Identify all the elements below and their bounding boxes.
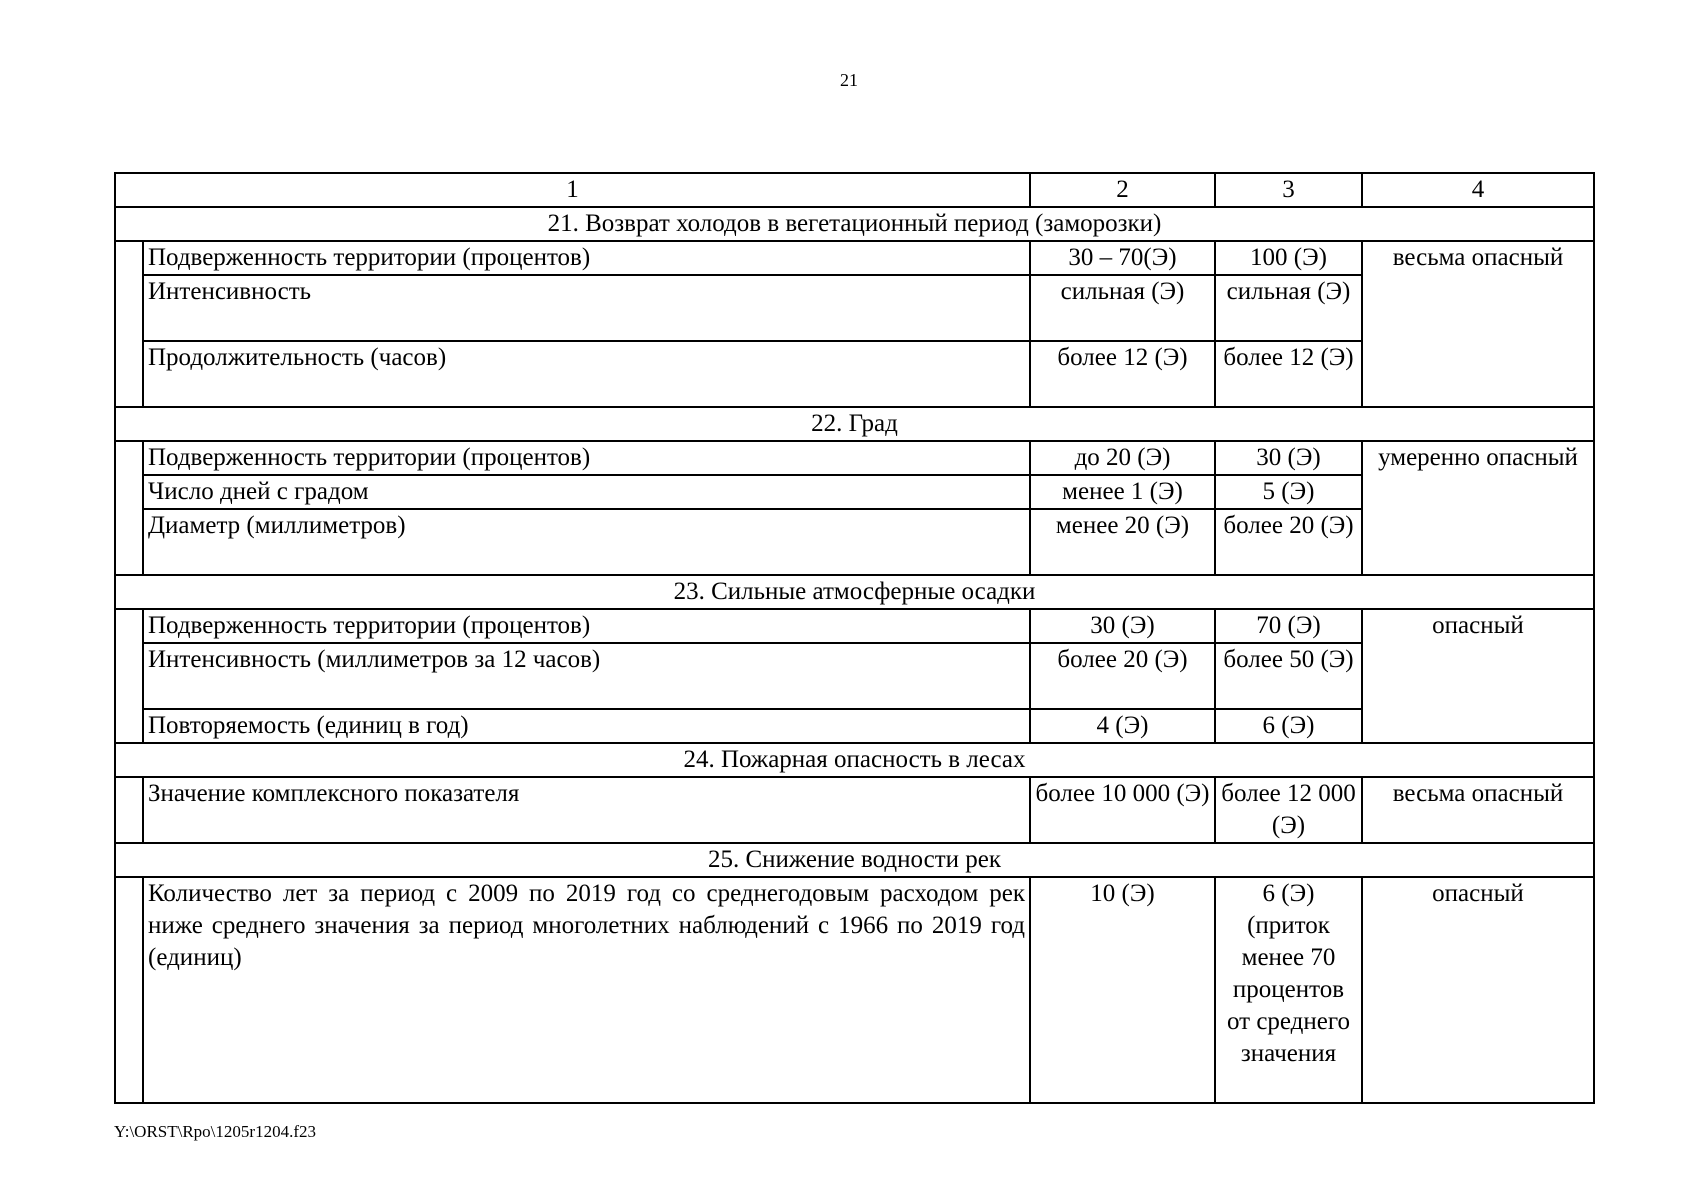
value-col3: 70 (Э): [1215, 609, 1362, 643]
header-cell-2: 2: [1030, 173, 1215, 207]
value-col3: более 20 (Э): [1215, 509, 1362, 575]
row-label: Диаметр (миллиметров): [143, 509, 1030, 575]
value-col2: 30 (Э): [1030, 609, 1215, 643]
value-col2: менее 1 (Э): [1030, 475, 1215, 509]
value-col2: 4 (Э): [1030, 709, 1215, 743]
header-cell-4: 4: [1362, 173, 1594, 207]
row-label: Значение комплексного показателя: [143, 777, 1030, 843]
row-label: Повторяемость (единиц в год): [143, 709, 1030, 743]
value-col2: более 10 000 (Э): [1030, 777, 1215, 843]
hazard-category: опасный: [1362, 609, 1594, 743]
hazard-category: умеренно опасный: [1362, 441, 1594, 575]
hazard-table: [114, 172, 1595, 1104]
row-label: Подверженность территории (процентов): [143, 441, 1030, 475]
section-title-row: [115, 575, 1594, 609]
row-label: Интенсивность (миллиметров за 12 часов): [143, 643, 1030, 709]
value-col3: более 12 (Э): [1215, 341, 1362, 407]
row-label: Число дней с градом: [143, 475, 1030, 509]
section-title-row: [115, 207, 1594, 241]
row-label: Подверженность территории (процентов): [143, 609, 1030, 643]
value-col2: до 20 (Э): [1030, 441, 1215, 475]
header-cell-1: 1: [115, 173, 1030, 207]
value-col3: 6 (Э) (приток менее 70 процентов от среднего значения: [1215, 877, 1362, 1103]
value-col3: более 12 000 (Э): [1215, 777, 1362, 843]
row-gutter: [115, 777, 143, 843]
value-col3: 5 (Э): [1215, 475, 1362, 509]
value-col3: 100 (Э): [1215, 241, 1362, 275]
section-title: 23. Сильные атмосферные осадки: [115, 575, 1594, 609]
value-col2: сильная (Э): [1030, 275, 1215, 341]
value-col3: 6 (Э): [1215, 709, 1362, 743]
row-gutter: [115, 609, 143, 743]
row-gutter: [115, 241, 143, 407]
table-row: [115, 241, 1594, 275]
value-col3: сильная (Э): [1215, 275, 1362, 341]
header-row: [115, 173, 1594, 207]
row-label: Продолжительность (часов): [143, 341, 1030, 407]
hazard-category: весьма опасный: [1362, 241, 1594, 407]
hazard-category: опасный: [1362, 877, 1594, 1103]
value-col3: более 50 (Э): [1215, 643, 1362, 709]
section-title-row: [115, 743, 1594, 777]
row-gutter: [115, 441, 143, 575]
table-row: [115, 877, 1594, 1103]
row-label: Интенсивность: [143, 275, 1030, 341]
section-title-row: [115, 407, 1594, 441]
value-col2: 30 – 70(Э): [1030, 241, 1215, 275]
section-title-row: [115, 843, 1594, 877]
table-row: [115, 609, 1594, 643]
row-label: Количество лет за период с 2009 по 2019 год со среднегодовым расходом рек ниже среднего значения за период многолетних наблюдений с 1966 по 2019 год (единиц): [143, 877, 1030, 1103]
value-col2: менее 20 (Э): [1030, 509, 1215, 575]
value-col3: 30 (Э): [1215, 441, 1362, 475]
section-title: 21. Возврат холодов в вегетационный период (заморозки): [115, 207, 1594, 241]
header-cell-3: 3: [1215, 173, 1362, 207]
row-gutter: [115, 877, 143, 1103]
hazard-category: весьма опасный: [1362, 777, 1594, 843]
section-title: 25. Снижение водности рек: [115, 843, 1594, 877]
value-col2: более 20 (Э): [1030, 643, 1215, 709]
value-col2: более 12 (Э): [1030, 341, 1215, 407]
table-row: [115, 777, 1594, 843]
section-title: 22. Град: [115, 407, 1594, 441]
table-row: [115, 441, 1594, 475]
row-label: Подверженность территории (процентов): [143, 241, 1030, 275]
value-col2: 10 (Э): [1030, 877, 1215, 1103]
section-title: 24. Пожарная опасность в лесах: [115, 743, 1594, 777]
page-number: 21: [840, 70, 858, 90]
footer-file-path: Y:\ORST\Rpo\1205r1204.f23: [114, 1122, 316, 1141]
